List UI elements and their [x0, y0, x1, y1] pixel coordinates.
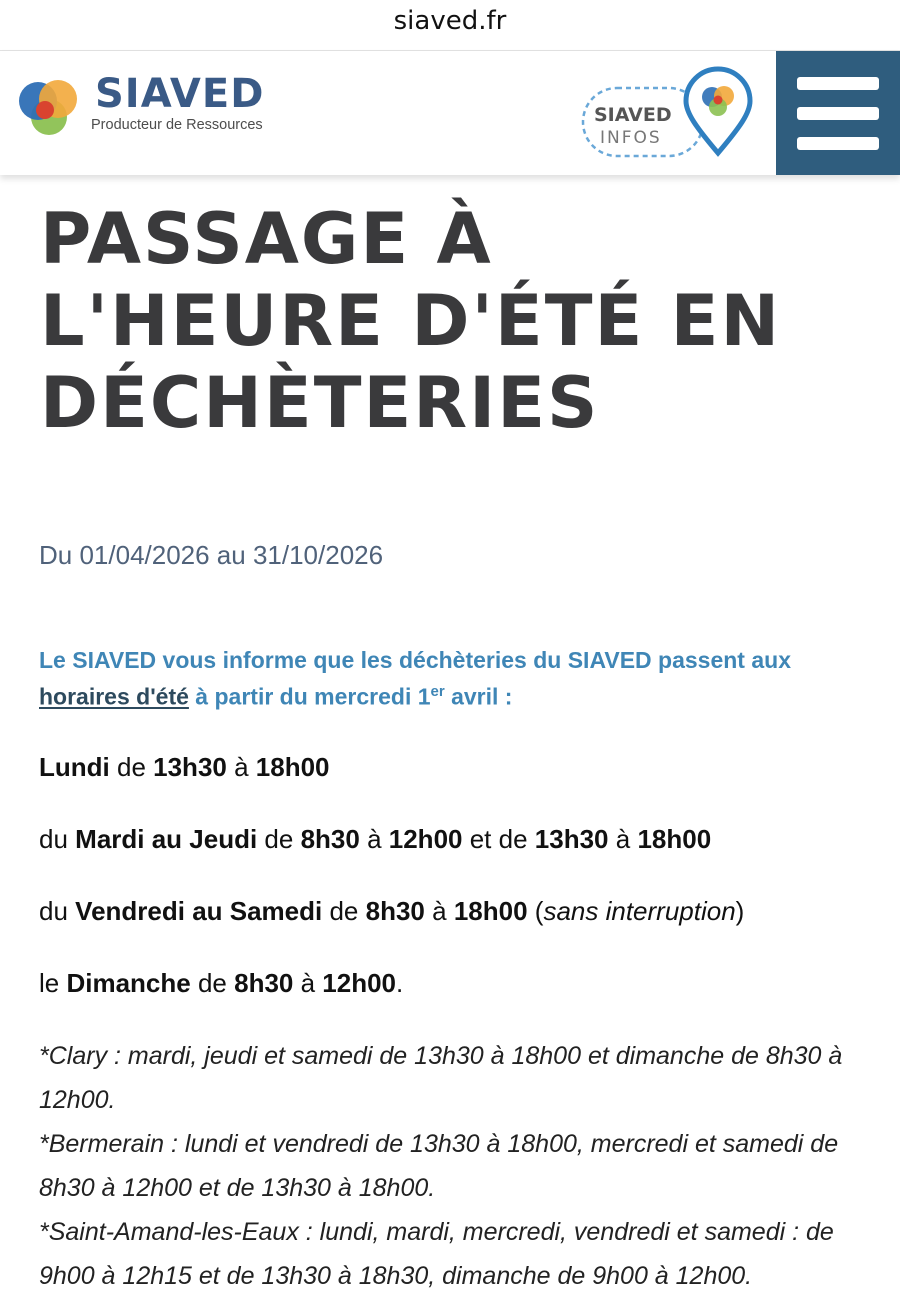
schedule-line-sunday [39, 968, 403, 999]
sched-time: 8h30 [365, 896, 425, 926]
sched-note-italic: sans interruption [543, 896, 736, 926]
sched-text: du [39, 896, 76, 926]
sched-day: Mardi au Jeudi [75, 824, 258, 854]
sched-text: du [39, 824, 76, 854]
sched-time: 13h30 [534, 824, 609, 854]
sched-day: Vendredi au Samedi [75, 896, 323, 926]
note-clary: *Clary : mardi, jeudi et samedi de 13h30 à 18h00 et dimanche de 8h30 à 12h00. [39, 1042, 843, 1114]
sched-time: 12h00 [322, 968, 397, 998]
sched-text: à [293, 968, 323, 998]
sched-time: 8h30 [234, 968, 294, 998]
brand[interactable] [91, 71, 265, 133]
summer-hours-link[interactable]: horaires d'été [39, 683, 189, 710]
intro-part1: Le SIAVED vous informe que les déchèteries du SIAVED passent aux [39, 647, 791, 673]
browser-url-bar[interactable] [0, 0, 900, 51]
sched-text: à [424, 896, 454, 926]
sched-time: 8h30 [300, 824, 360, 854]
page-title: PASSAGE À L'HEURE D'ÉTÉ EN DÉCHÈTERIES [40, 198, 782, 444]
site-header [0, 51, 900, 175]
sched-text: de [322, 896, 366, 926]
siaved-infos-badge[interactable] [578, 63, 758, 163]
schedule-line-tue-thu [39, 824, 711, 855]
schedule-line-monday [39, 752, 330, 783]
sched-time: 18h00 [453, 896, 528, 926]
sched-text: ( [527, 896, 544, 926]
sched-day: Dimanche [66, 968, 191, 998]
intro-text [39, 644, 859, 713]
sched-text: à [226, 752, 256, 782]
sched-text: de [257, 824, 301, 854]
sched-time: 12h00 [388, 824, 463, 854]
hamburger-menu-button[interactable] [776, 51, 900, 175]
sched-day: Lundi [39, 752, 110, 782]
site-exceptions-notes [39, 1034, 869, 1298]
sched-text: de [190, 968, 235, 998]
brand-tagline: Producteur de Ressources [91, 117, 263, 133]
siaved-logo-icon[interactable] [12, 73, 82, 143]
sched-text: ) [735, 896, 745, 926]
brand-name: SIAVED [95, 71, 265, 117]
date-range: Du 01/04/2026 au 31/10/2026 [39, 540, 384, 570]
sched-text: le [39, 968, 67, 998]
intro-part2: à partir du mercredi 1 [188, 683, 431, 710]
intro-part3: avril : [444, 683, 513, 710]
menu-icon-bar [797, 107, 879, 120]
sched-time: 18h00 [255, 752, 330, 782]
sched-text: et de [462, 824, 535, 854]
sched-text: de [109, 752, 154, 782]
menu-icon-bar [797, 137, 879, 150]
infos-badge-bottom: INFOS [600, 128, 662, 148]
schedule-line-fri-sat [39, 896, 744, 927]
url-text: siaved.fr [393, 6, 507, 36]
sched-time: 18h00 [637, 824, 712, 854]
intro-sup: er [430, 683, 445, 700]
sched-text: . [396, 968, 404, 998]
sched-time: 13h30 [153, 752, 227, 782]
sched-text: à [608, 824, 638, 854]
menu-icon-bar [797, 77, 879, 90]
infos-badge-top: SIAVED [594, 104, 672, 126]
note-bermerain: *Bermerain : lundi et vendredi de 13h30 à 18h00, mercredi et samedi de 8h30 à 12h00 et de 13h30 à 18h00. [39, 1130, 839, 1202]
sched-text: à [359, 824, 389, 854]
note-saint-amand: *Saint-Amand-les-Eaux : lundi, mardi, mercredi, vendredi et samedi : de 9h00 à 12h15 et de 13h30 à 18h30, dimanche de 9h00 à 12h00. [39, 1218, 834, 1290]
